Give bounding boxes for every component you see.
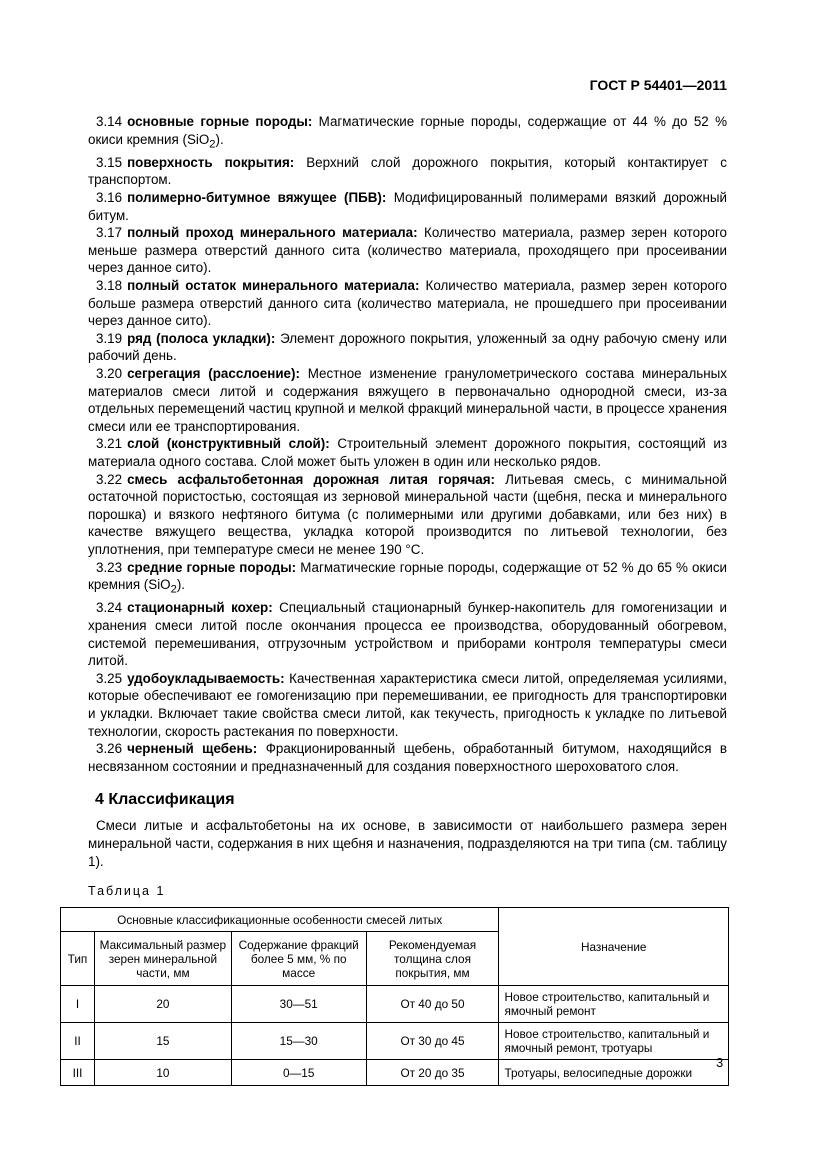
definition-term: полный остаток минерального материала: <box>127 278 420 294</box>
definition-text: Модифицированный полимерами вязкий дорожный битум. <box>88 190 727 223</box>
definition-number: 3.15 <box>96 154 123 170</box>
definition-3-18 <box>88 277 727 330</box>
type-cell: II <box>61 1023 95 1060</box>
table-header-row <box>61 908 729 932</box>
table-row <box>61 1023 729 1060</box>
definition-term: стационарный кохер: <box>127 600 273 616</box>
definition-tail: ). <box>176 577 185 593</box>
type-cell: III <box>61 1060 95 1086</box>
definition-number: 3.17 <box>96 225 123 241</box>
document-body <box>67 113 727 1086</box>
section-heading: 4 Классификация <box>95 791 235 809</box>
thickness-cell: От 30 до 45 <box>366 1023 499 1060</box>
definition-text: Количество материала, размер зерен которого меньше размера отверстий данного сита (количество материала, проходящего при просеивании через данное сито). <box>88 225 727 276</box>
subscript: 2 <box>170 583 177 596</box>
definition-number: 3.26 <box>96 741 123 757</box>
definition-text: Фракционированный щебень, обработанный битумом, находящийся в несвязанном состоянии и предназначенный для создания поверхностного шероховатого слоя. <box>88 741 727 774</box>
definition-number: 3.18 <box>96 278 123 294</box>
definition-3-21 <box>88 435 727 470</box>
definition-term: полный проход минерального материала: <box>127 225 418 241</box>
page-number: 3 <box>716 1055 724 1070</box>
definition-text: Качественная характеристика смеси литой, определяемая усилиями, которые обеспечивают ее гомогенизацию при перемешивании, ее пригодность для транспортировки и укладки. Включает такие свойства смеси литой, как текучесть, пригодность к укладке по литьевой технологии, скорость растекания по поверхности. <box>88 670 727 739</box>
definition-term: основные горные породы: <box>127 114 313 129</box>
max-size-cell: 20 <box>94 986 231 1023</box>
definition-term: ряд (полоса укладки): <box>127 330 276 346</box>
fraction-cell: 0—15 <box>231 1060 366 1086</box>
definition-tail: ). <box>215 131 224 147</box>
definition-3-23 <box>88 559 727 600</box>
definition-number: 3.16 <box>96 190 123 206</box>
subscript: 2 <box>209 138 216 151</box>
type-cell: I <box>61 986 95 1023</box>
definition-number: 3.23 <box>96 559 123 575</box>
purpose-cell: Тротуары, велосипедные дорожки <box>499 1060 729 1086</box>
type-header-cell: Тип <box>61 932 95 986</box>
definition-text: Элемент дорожного покрытия, уложенный за одну рабочую смену или рабочий день. <box>88 330 727 364</box>
definition-3-20 <box>88 365 727 435</box>
definition-3-22 <box>88 471 727 559</box>
table-row <box>61 986 729 1023</box>
definition-text: Местное изменение гранулометрического состава минеральных материалов смеси литой и содержания вяжущего в первоначально однородной смеси, из-за отдельных перемещений частиц крупной и мелкой фракций минеральной части, в процессе хранения смеси или ее транспортирования. <box>88 365 727 434</box>
max-size-cell: 15 <box>94 1023 231 1060</box>
definition-3-14 <box>88 113 727 154</box>
definition-term: слой (конструктивный слой): <box>127 436 330 452</box>
purpose-cell: Новое строительство, капитальный и ямочный ремонт <box>499 986 729 1023</box>
definition-3-17 <box>88 224 727 277</box>
definition-text: Литьевая смесь, с минимальной остаточной пористостью, состоящая из зерновой минеральной части (щебня, песка и минерального порошка) и вязкого нефтяного битума (с полимерными или другими добавками, или без них) в качестве вяжущего вещества, укладка которой производится по литьевой технологии, без уплотнения, при температуре смеси не менее 190 °С. <box>88 471 727 557</box>
thickness-cell: От 20 до 35 <box>366 1060 499 1086</box>
definition-number: 3.19 <box>96 330 123 346</box>
thickness-cell: От 40 до 50 <box>366 986 499 1023</box>
definition-number: 3.20 <box>96 365 123 381</box>
definition-3-16 <box>88 189 727 224</box>
definition-3-15 <box>88 154 727 189</box>
definition-number: 3.14 <box>96 114 123 129</box>
definition-3-25 <box>88 670 727 740</box>
definition-number: 3.22 <box>96 471 123 487</box>
table-row <box>61 1060 729 1086</box>
definition-text: Магматические горные породы, содержащие от 52 % до 65 % окиси кремния (SiO <box>88 559 727 593</box>
purpose-header-cell: Назначение <box>499 908 729 986</box>
definition-number: 3.21 <box>96 436 123 452</box>
definition-text: Верхний слой дорожного покрытия, который контактирует с транспортом. <box>88 154 727 188</box>
definition-term: сегрегация (расслоение): <box>127 365 300 381</box>
group-header-cell: Основные классификационные особенности смесей литых <box>61 908 499 932</box>
max-size-header-cell: Максимальный размер зерен минеральной части, мм <box>94 932 231 986</box>
purpose-cell: Новое строительство, капитальный и ямочный ремонт, тротуары <box>499 1023 729 1060</box>
thickness-header-cell: Рекомендуемая толщина слоя покрытия, мм <box>366 932 499 986</box>
definition-text: Количество материала, размер зерен которого больше размера отверстий данного сита (количество материала, не прошедшего при просеивании через данное сито). <box>88 278 727 329</box>
definition-3-19 <box>88 330 727 365</box>
definition-text: Специальный стационарный бункер-накопитель для гомогенизации и хранения смеси литой после окончания процесса ее производства, оборудованный обогревом, системой перемешивания, отгрузочным устройством и приборами контроля температуры смеси литой. <box>88 600 727 669</box>
definition-3-24 <box>88 599 727 669</box>
fraction-header-cell: Содержание фракций более 5 мм, % по массе <box>231 932 366 986</box>
document-code: ГОСТ Р 54401—2011 <box>589 77 727 93</box>
section-intro-paragraph: Смеси литые и асфальтобетоны на их основе, в зависимости от наибольшего размера зерен минеральной части, содержания в них щебня и назначения, подразделяются на три типа (см. таблицу 1). <box>88 818 727 869</box>
fraction-cell: 30—51 <box>231 986 366 1023</box>
definition-term: средние горные породы: <box>127 559 297 575</box>
definition-term: смесь асфальтобетонная дорожная литая горячая: <box>127 471 495 487</box>
definition-3-26 <box>88 740 727 775</box>
definition-term: удобоукладываемость: <box>127 670 285 686</box>
definition-term: черненый щебень: <box>127 741 258 757</box>
definition-term: полимерно-битумное вяжущее (ПБВ): <box>127 190 387 206</box>
definition-text: Строительный элемент дорожного покрытия, состоящий из материала одного состава. Слой может быть уложен в один или несколько рядов. <box>88 436 727 469</box>
fraction-cell: 15—30 <box>231 1023 366 1060</box>
classification-table <box>60 907 729 1086</box>
definition-term: поверхность покрытия: <box>127 154 295 170</box>
definition-number: 3.25 <box>96 670 123 686</box>
max-size-cell: 10 <box>94 1060 231 1086</box>
definition-number: 3.24 <box>96 600 123 616</box>
definition-text: Магматические горные породы, содержащие от 44 % до 52 % окиси кремния (SiO <box>88 114 727 147</box>
table-caption: Таблица 1 <box>88 884 166 899</box>
